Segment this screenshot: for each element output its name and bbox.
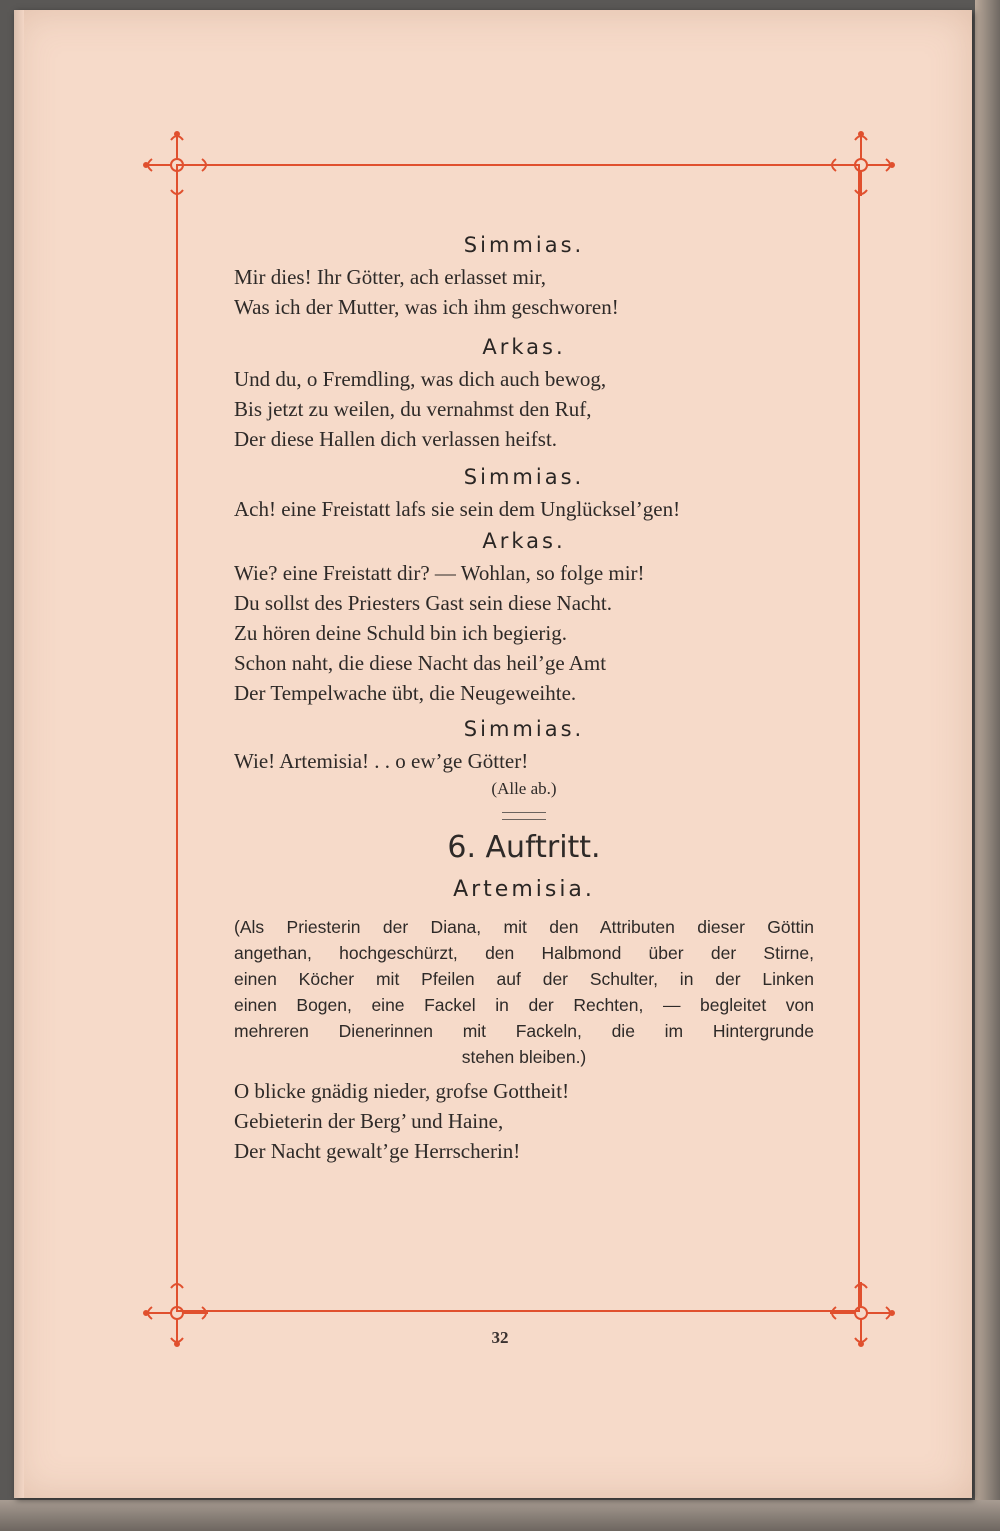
- stage-direction-line: mehreren Dienerinnen mit Fackeln, die im Hintergrunde: [234, 1021, 814, 1041]
- verse-line: Der diese Hallen dich verlassen heifst.: [234, 427, 558, 451]
- book-edge-right: [975, 0, 1000, 1531]
- verse-line: Wie! Artemisia! . . o ew’ge Götter!: [234, 749, 529, 773]
- verse-line: Was ich der Mutter, was ich ihm geschworen!: [234, 295, 619, 319]
- verse-line: Der Nacht gewalt’ge Herrscherin!: [234, 1139, 521, 1163]
- speaker-name: Simmias.: [463, 233, 585, 257]
- speaker-name: Simmias.: [463, 717, 585, 741]
- speaker-name: Arkas.: [482, 529, 566, 553]
- verse-line: Gebieterin der Berg’ und Haine,: [234, 1109, 504, 1133]
- verse-line: Ach! eine Freistatt lafs sie sein dem Unglücksel’gen!: [234, 497, 681, 521]
- book-edge-bottom: [0, 1500, 1000, 1531]
- stage-direction-line: stehen bleiben.): [461, 1047, 587, 1067]
- verse-line: Der Tempelwache übt, die Neugeweihte.: [234, 681, 577, 705]
- page-gutter-shadow: [14, 10, 24, 1498]
- verse-line: Schon naht, die diese Nacht das heil’ge Amt: [234, 651, 607, 675]
- stage-direction-line: einen Bogen, eine Fackel in der Rechten, — begleitet von: [234, 995, 814, 1015]
- speaker-name: Artemisia.: [453, 877, 595, 902]
- verse-line: O blicke gnädig nieder, grofse Gottheit!: [234, 1079, 570, 1103]
- verse-line: Und du, o Fremdling, was dich auch bewog,: [234, 367, 607, 391]
- corner-ornament-top-right: [824, 128, 898, 202]
- stage-direction: (Alle ab.): [491, 779, 557, 798]
- stage-direction-line: angethan, hochgeschürzt, den Halbmond über der Stirne,: [234, 943, 814, 963]
- stage-direction-line: (Als Priesterin der Diana, mit den Attributen dieser Göttin: [234, 917, 814, 937]
- corner-ornament-top-left: [140, 128, 214, 202]
- scene-title: 6. Auftritt.: [447, 830, 601, 865]
- stage-direction-block: [234, 914, 814, 1070]
- play-text: [234, 228, 814, 1166]
- verse-line: Zu hören deine Schuld bin ich begierig.: [234, 621, 567, 645]
- verse-line: Wie? eine Freistatt dir? — Wohlan, so folge mir!: [234, 561, 645, 585]
- verse-line: Bis jetzt zu weilen, du vernahmst den Ruf,: [234, 397, 592, 421]
- fleuron-icon: [140, 128, 214, 202]
- speaker-name: Simmias.: [463, 465, 585, 489]
- stage-direction-line: einen Köcher mit Pfeilen auf der Schulter, in der Linken: [234, 969, 814, 989]
- verse-line: Du sollst des Priesters Gast sein diese Nacht.: [234, 591, 612, 615]
- speaker-name: Arkas.: [482, 335, 566, 359]
- fleuron-icon: [824, 128, 898, 202]
- verse-line: Mir dies! Ihr Götter, ach erlasset mir,: [234, 265, 547, 289]
- section-divider: [502, 812, 546, 820]
- page-number: 32: [491, 1328, 509, 1347]
